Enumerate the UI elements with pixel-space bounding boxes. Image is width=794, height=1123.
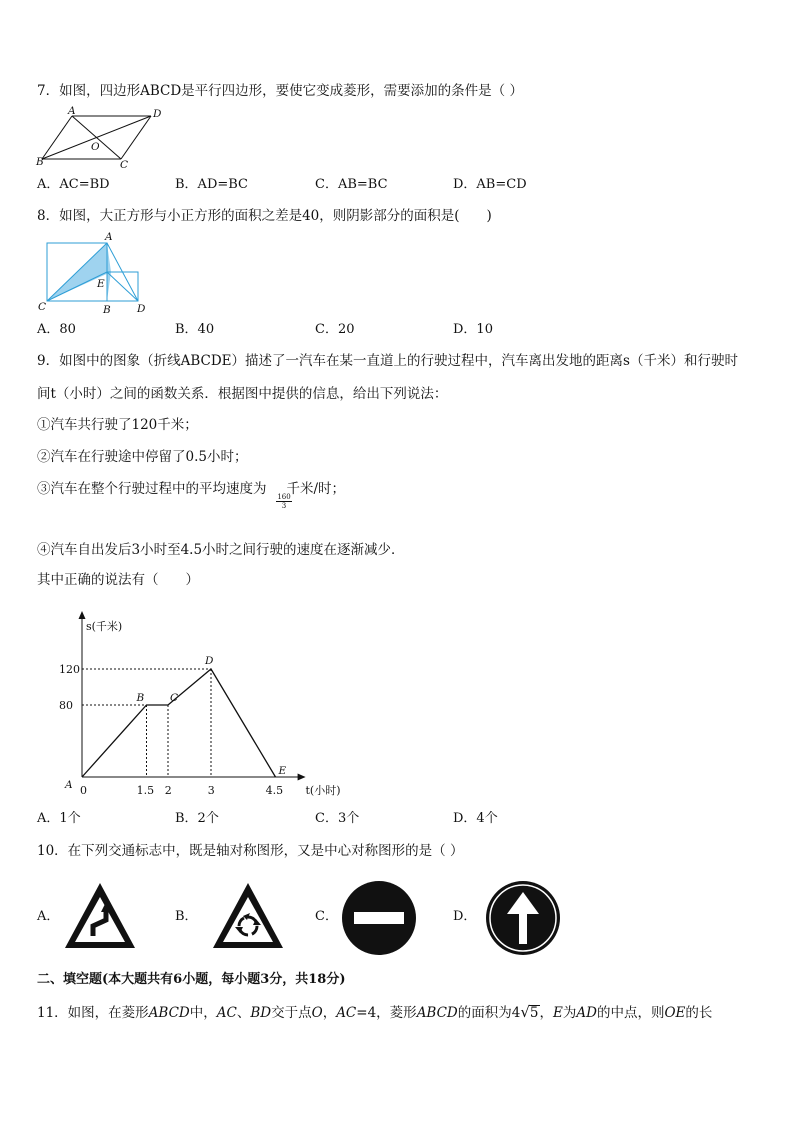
y-tick-80: 80 [59, 699, 73, 712]
q11-text-9: 的中点，则 [596, 1005, 665, 1021]
q11-ac-2: AC [336, 1005, 357, 1021]
q11-oe: OE [664, 1005, 686, 1021]
q9-statement-3-unit: 千米/时； [286, 481, 346, 497]
q7-option-b[interactable]: B．AD=BC [175, 177, 248, 192]
q11-text-5: =4，菱形 [356, 1005, 417, 1021]
q8-option-b[interactable]: B．40 [175, 322, 215, 337]
q7-label-b: B [36, 156, 44, 168]
q11-abcd-1: ABCD [148, 1005, 190, 1021]
q9-option-a[interactable]: A．1个 [37, 811, 81, 826]
y-axis-label: s(千米) [86, 620, 123, 633]
q9-option-c[interactable]: C．3个 [315, 811, 360, 826]
q7-label-o: O [91, 141, 100, 153]
q11-bd: BD [250, 1005, 272, 1021]
q7-option-d[interactable]: D．AB=CD [453, 177, 527, 192]
point-label-E: E [278, 765, 287, 777]
q7-label-d: D [153, 108, 162, 120]
q9-ask: 其中正确的说法有（ ） [37, 572, 199, 588]
q11-e: E [553, 1005, 563, 1021]
x-tick-2: 2 [164, 784, 172, 797]
q9-fraction-denominator: 3 [281, 502, 287, 510]
q9-distance-time-chart [50, 605, 341, 805]
x-tick-0: 0 [80, 784, 87, 797]
q9-option-d[interactable]: D．4个 [453, 811, 498, 826]
q8-label-d: D [137, 303, 146, 315]
q10-option-d-letter[interactable]: D． [453, 909, 477, 924]
x-tick-3: 3 [207, 784, 215, 797]
q8-option-a[interactable]: A．80 [37, 322, 76, 337]
point-label-B: B [136, 692, 145, 704]
roundabout-warning-sign-icon[interactable] [210, 880, 286, 952]
q11-text-3: 交于点 [271, 1005, 312, 1021]
x-axis-label: t(小时) [305, 784, 341, 797]
q8-option-c[interactable]: C．20 [315, 322, 355, 337]
q9-fraction-numerator: 160 [277, 493, 291, 501]
q10-option-b-letter[interactable]: B． [175, 909, 198, 924]
q11-ad: AD [576, 1005, 597, 1021]
q11-abcd-2: ABCD [416, 1005, 458, 1021]
y-tick-120: 120 [59, 663, 80, 676]
q8-stem: 8．如图，大正方形与小正方形的面积之差是40，则阴影部分的面积是( ) [37, 208, 492, 224]
q11-text-7: ， [539, 1005, 554, 1021]
q9-option-b[interactable]: B．2个 [175, 811, 219, 826]
q7-option-c[interactable]: C．AB=BC [315, 177, 388, 192]
q9-stem-line2: 间t（小时）之间的函数关系．根据图中提供的信息，给出下列说法： [37, 386, 448, 402]
x-tick-1.5: 1.5 [136, 784, 155, 797]
q9-statement-3 [37, 480, 345, 498]
q11-text-2: 中， [189, 1005, 217, 1021]
y-axis-arrow [79, 611, 86, 619]
double-curve-warning-sign-icon[interactable] [62, 880, 138, 952]
q8-label-c: C [38, 301, 47, 313]
q8-squares-figure [36, 232, 156, 317]
q9-statement-3-text: ③汽车在整个行驶过程中的平均速度为 [37, 481, 267, 497]
q9-fraction [276, 493, 292, 510]
series-line [82, 669, 276, 777]
q8-label-a: A [105, 231, 113, 243]
point-label-A: A [65, 779, 73, 791]
q10-stem: 10．在下列交通标志中，既是轴对称图形，又是中心对称图形的是（ ） [37, 843, 464, 859]
q11-o: O [311, 1005, 323, 1021]
q11-sep: 、 [236, 1005, 251, 1021]
q7-stem: 7．如图，四边形ABCD是平行四边形，要使它变成菱形，需要添加的条件是（ ） [37, 83, 523, 99]
q8-label-b: B [103, 304, 111, 316]
q9-statement-1: ①汽车共行驶了120千米； [37, 417, 198, 433]
q7-label-c: C [120, 159, 129, 171]
x-axis-arrow [298, 774, 306, 781]
q7-option-a[interactable]: A．AC=BD [37, 177, 110, 192]
q11-text-4: ， [322, 1005, 337, 1021]
q11-text-1: 11．如图，在菱形 [37, 1005, 149, 1021]
q9-statement-2: ②汽车在行驶途中停留了0.5小时； [37, 449, 248, 465]
q11-stem: 11．如图，在菱形ABCD中，AC、BD交于点O，AC=4，菱形ABCD的面积为4√5，E为AD的中点，则OE的长 [37, 1003, 713, 1021]
q11-text-6: 的面积为4 [457, 1005, 521, 1021]
q9-stem-line1: 9．如图中的图象（折线ABCDE）描述了一汽车在某一直道上的行驶过程中，汽车离出发地的距离s（千米）和行驶时 [37, 353, 738, 369]
section-2-title: 二、填空题(本大题共有6小题，每小题3分，共18分) [37, 972, 346, 987]
straight-ahead-sign-icon[interactable] [485, 880, 561, 956]
q7-label-a: A [68, 105, 76, 117]
point-label-C: C [170, 692, 179, 704]
q11-sqrt-value: 5 [529, 1005, 539, 1021]
q8-option-d[interactable]: D．10 [453, 322, 493, 337]
q10-option-c-letter[interactable]: C． [315, 909, 338, 924]
q8-label-e: E [97, 278, 105, 290]
q11-text-8: 为 [562, 1005, 577, 1021]
point-label-D: D [205, 655, 214, 667]
no-entry-sign-icon[interactable] [341, 880, 417, 956]
q11-ac: AC [216, 1005, 237, 1021]
q7-parallelogram-figure [36, 105, 166, 171]
q11-text-10: 的长 [685, 1005, 713, 1021]
x-tick-4.5: 4.5 [265, 784, 284, 797]
q10-option-a-letter[interactable]: A． [37, 909, 60, 924]
q9-statement-4: ④汽车自出发后3小时至4.5小时之间行驶的速度在逐渐减少． [37, 542, 405, 558]
